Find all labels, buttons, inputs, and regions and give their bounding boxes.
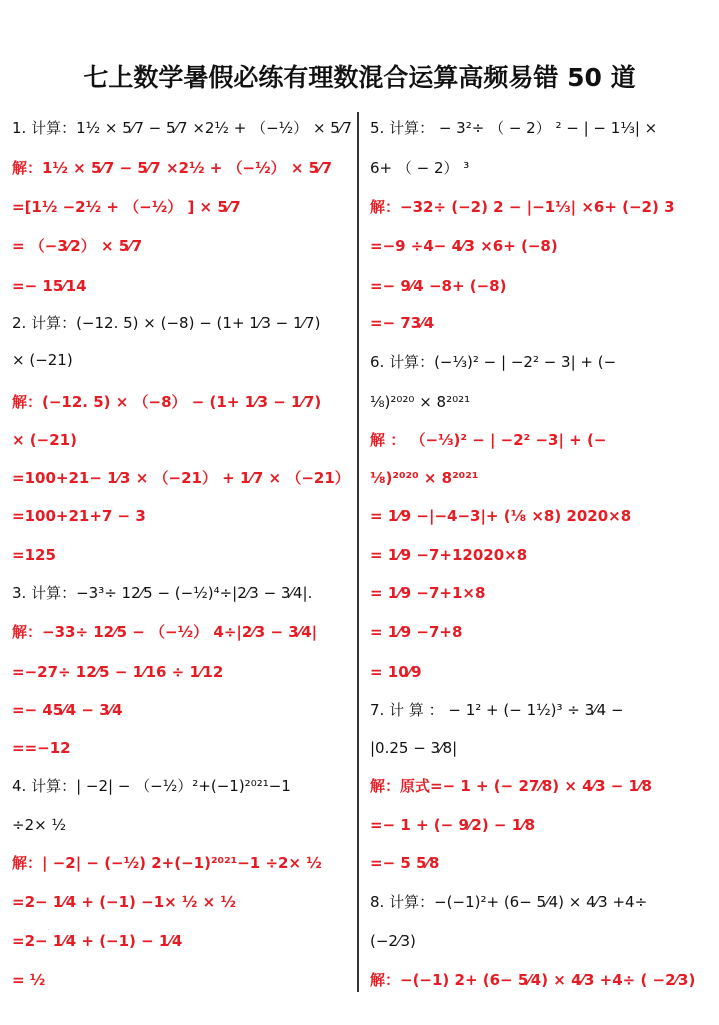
- left-math-line: 解：(−12. 5) × （−8） − (1+ 1⁄3 − 1⁄7): [12, 393, 322, 411]
- left-math-line: =[1½ −2½ + （−½） ] × 5⁄7: [12, 198, 241, 216]
- left-math-line: =− 15⁄14: [12, 277, 87, 295]
- left-math-line: 3. 计算：−3³÷ 12⁄5 − (−½)⁴÷|2⁄3 − 3⁄4|.: [12, 584, 313, 602]
- right-math-line: = 1⁄9 −|−4−3|+ (⅛ ×8) 2020×8: [370, 507, 632, 525]
- left-math-line: 4. 计算：| −2| − （−½）²+(−1)²⁰²¹−1: [12, 777, 291, 795]
- left-math-line: =−27÷ 12⁄5 − 1⁄16 ÷ 1⁄12: [12, 663, 224, 681]
- page-title: 七上数学暑假必练有理数混合运算高频易错 50 道: [83, 63, 636, 92]
- right-math-line: =− 5 5⁄8: [370, 854, 440, 872]
- left-math-line: =2− 1⁄4 + (−1) − 1⁄4: [12, 932, 183, 950]
- right-math-line: 8. 计算：−(−1)²+ (6− 5⁄4) × 4⁄3 +4÷: [370, 893, 648, 911]
- right-math-line: =− 9⁄4 −8+ (−8): [370, 277, 507, 295]
- right-math-line: = 1⁄9 −7+12020×8: [370, 546, 528, 564]
- column-divider: [357, 112, 359, 992]
- right-math-line: ⅛)²⁰²⁰ × 8²⁰²¹: [370, 469, 479, 487]
- right-math-line: =− 73⁄4: [370, 314, 435, 332]
- right-math-line: =−9 ÷4− 4⁄3 ×6+ (−8): [370, 237, 558, 255]
- right-math-line: 6. 计算：(−⅓)² − | −2² − 3| + (−: [370, 353, 617, 371]
- right-math-line: ⅛)²⁰²⁰ × 8²⁰²¹: [370, 393, 471, 411]
- left-math-line: 解：| −2| − (−½) 2+(−1)²⁰²¹−1 ÷2× ½: [12, 854, 322, 872]
- right-math-line: 7. 计 算 ： − 1² + (− 1½)³ ÷ 3⁄4 −: [370, 701, 624, 719]
- right-math-line: = 1⁄9 −7+8: [370, 623, 463, 641]
- right-math-line: 解：原式=− 1 + (− 27⁄8) × 4⁄3 − 1⁄8: [370, 777, 652, 795]
- left-math-line: 1. 计算：1½ × 5⁄7 − 5⁄7 ×2½ + （−½） × 5⁄7: [12, 119, 352, 137]
- right-math-line: = 10⁄9: [370, 663, 422, 681]
- left-math-line: =100+21− 1⁄3 × （−21） + 1⁄7 × （−21）: [12, 469, 350, 487]
- left-math-line: = （−3⁄2） × 5⁄7: [12, 237, 143, 255]
- right-math-line: 5. 计算： − 3²÷ （ − 2） ² − | − 1⅓| ×: [370, 119, 658, 137]
- left-math-line: 2. 计算：(−12. 5) × (−8) − (1+ 1⁄3 − 1⁄7): [12, 314, 321, 332]
- left-math-line: 解：−33÷ 12⁄5 − （−½） 4÷|2⁄3 − 3⁄4|: [12, 623, 318, 641]
- left-math-line: =100+21+7 − 3: [12, 507, 146, 525]
- left-math-line: =2− 1⁄4 + (−1) −1× ½ × ½: [12, 893, 236, 911]
- left-math-line: ==−12: [12, 739, 71, 757]
- right-math-line: 6+ （ − 2） ³: [370, 159, 470, 177]
- left-math-line: = ½: [12, 971, 46, 989]
- left-math-line: ÷2× ½: [12, 816, 66, 834]
- right-math-line: |0.25 − 3⁄8|: [370, 739, 458, 757]
- left-math-line: × (−21): [12, 431, 77, 449]
- right-math-line: 解 ： （−⅓)² − | −2² −3| + (−: [370, 431, 607, 449]
- left-math-line: =− 45⁄4 − 3⁄4: [12, 701, 123, 719]
- left-math-line: =125: [12, 546, 56, 564]
- right-math-line: 解：−32÷ (−2) 2 − |−1⅓| ×6+ (−2) 3: [370, 198, 675, 216]
- right-math-line: =− 1 + (− 9⁄2) − 1⁄8: [370, 816, 536, 834]
- right-math-line: = 1⁄9 −7+1×8: [370, 584, 486, 602]
- right-math-line: 解：−(−1) 2+ (6− 5⁄4) × 4⁄3 +4÷ ( −2⁄3): [370, 971, 696, 989]
- left-math-line: 解：1½ × 5⁄7 − 5⁄7 ×2½ + （−½） × 5⁄7: [12, 159, 333, 177]
- left-math-line: × (−21): [12, 351, 73, 369]
- right-math-line: (−2⁄3): [370, 932, 416, 950]
